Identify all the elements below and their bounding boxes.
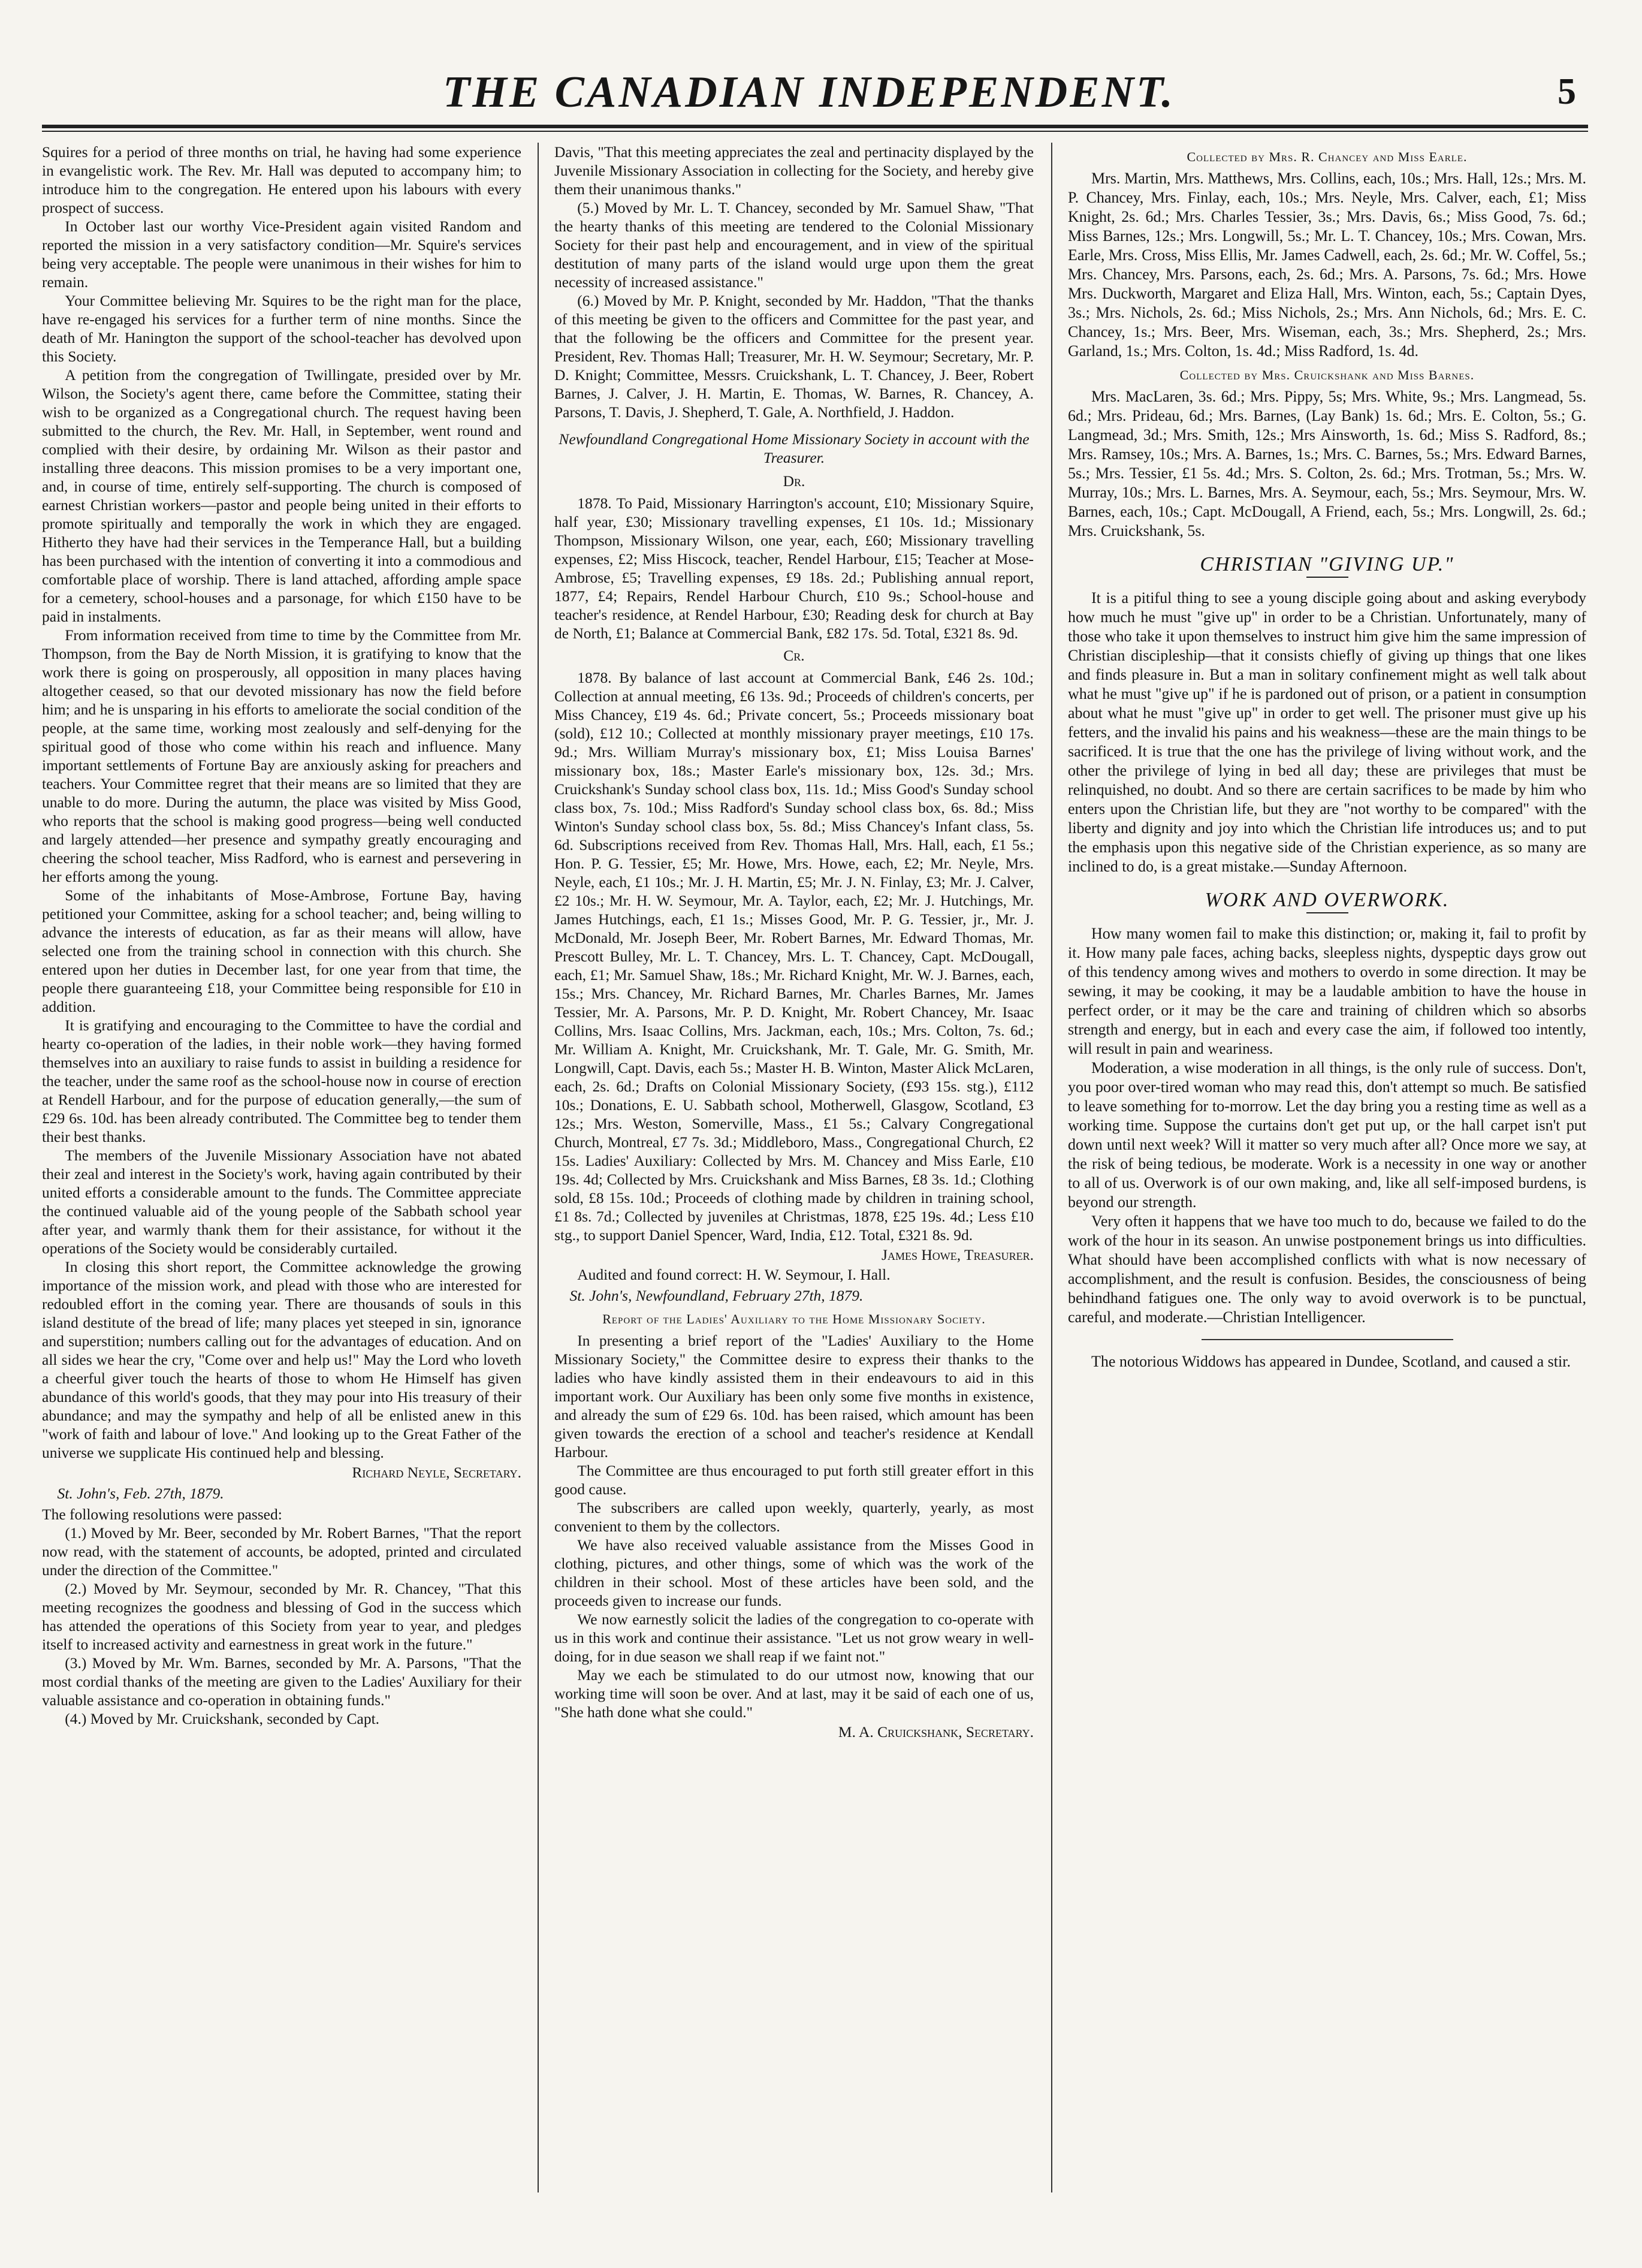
resolution: (5.) Moved by Mr. L. T. Chancey, seconded by Mr. Samuel Shaw, "That the hearty thanks of this meeting are tendered to the Colonial Missionary Society for their past help and encouragement, and in view of the spiritual destitution of many parts of the island would urge upon them the great necessity of increased assistance." [554,199,1034,291]
debit-entries: 1878. To Paid, Missionary Harrington's account, £10; Missionary Squire, half year, £30; Missionary travelling expenses, £1 10s. 1d.; Missionary Thompson, Missionary Wilson, one year, each, £60; Missionary travelling expenses, £2; Miss Hiscock, teacher, Rendel Harbour, £15; Teacher at Mose-Ambrose, £5; Travelling expenses, £9 18s. 2d.; Publishing annual report, 1877, £4; Repairs, Rendel Harbour Church, £10 9s.; School-house and teacher's residence, at Rendel Harbour, £30; Reading desk for church at Bay de North, £1; Balance at Commercial Bank, £82 17s. 5d. Total, £321 8s. 9d. [554,494,1034,642]
masthead-rule [42,125,1588,132]
resolution: (4.) Moved by Mr. Cruickshank, seconded by Capt. [65,1710,380,1727]
collection-heading: Collected by Mrs. Cruickshank and Miss Barnes. [1179,367,1475,382]
masthead [42,67,1576,127]
collection-list: Mrs. Martin, Mrs. Matthews, Mrs. Collins, each, 10s.; Mrs. Hall, 12s.; Mrs. M. P. Chancey, Mrs. Finlay, each, 10s.; Mrs. Neyle, Mrs. Calver, each, £1; Miss Knight, 2s. 6d.; Mrs. Charles Tessier, 3s.; Mrs. Davis, 6s.; Miss Good, 7s. 6d.; Miss Barnes, 12s.; Mrs. Longwill, 5s.; Mr. L. T. Chancey, 10s.; Mrs. Cowan, Mrs. Earle, Mrs. Cross, Miss Ellis, Mr. James Cadwell, each, 2s. 6d.; Mr. W. Coffel, 5s.; Mrs. Chancey, Mrs. Parsons, each, 2s. 6d.; Mrs. A. Parsons, 7s. 6d.; Mrs. Howe Mrs. Duckworth, Margaret and Eliza Hall, Mrs. Winton, each, 5s.; Captain Dyes, 3s.; Mrs. Nichols, 2s. 6d.; Miss Nichols, 2s.; Mrs. Ann Nichols, 6d.; Mrs. E. C. Chancey, 1s.; Mrs. Beer, Mrs. Wiseman, each, 3s.; Mrs. Shepherd, 2s.; Mrs. Garland, 1s.; Mrs. Colton, 1s. 4d.; Miss Radford, 1s. 4d. [1068,170,1586,360]
ladies-auxiliary-heading: Report of the Ladies' Auxiliary to the Home Missionary Society. [602,1311,986,1326]
column-divider [538,143,539,2192]
resolution: (3.) Moved by Mr. Wm. Barnes, seconded by Mr. A. Parsons, "That the most cordial thanks of the meeting are given to the Ladies' Auxiliary for their valuable assistance and co-operation in obtaining funds." [42,1654,521,1709]
report-signature: Richard Neyle, Secretary. [352,1464,521,1481]
title-rule [1306,912,1348,913]
ladies-signature: M. A. Cruickshank, Secretary. [838,1723,1034,1741]
column-3 [1068,143,1586,2240]
news-item: The notorious Widdows has appeared in Dundee, Scotland, and caused a stir. [1091,1353,1571,1370]
audit-dateline: St. John's, Newfoundland, February 27th, 1879. [569,1287,864,1304]
resolution: (1.) Moved by Mr. Beer, seconded by Mr. Robert Barnes, "That the report now read, with the statement of accounts, be adopted, printed and circulated under the direction of the Committee." [42,1524,521,1579]
masthead-title: THE CANADIAN INDEPENDENT. [443,68,1175,117]
resolution: (2.) Moved by Mr. Seymour, seconded by Mr. R. Chancey, "That this meeting recognizes the goodness and blessing of God in the success which has attended the operations of this Society from year to year, and pledges itself to increased activity and earnestness in great work in the future." [42,1580,521,1653]
paragraph: Squires for a period of three months on trial, he having had some experience in evangelistic work. The Rev. Mr. Hall was deputed to accompany him; to introduce him to the congregation. He entered upon his labours with every prospect of success. [42,143,521,216]
account-title: Newfoundland Congregational Home Missionary Society in account with the Treasurer. [559,430,1030,466]
paragraph: From information received from time to time by the Committee from Mr. Thompson, from the Bay de North Mission, it is gratifying to know that the work there is going on prosperously, all opposition in many places having altogether ceased, so that our devoted missionary has now the field before him; and he is unsparing in his efforts to ameliorate the social condition of the people, at the same time, working most zealously and self-denying for the spiritual good of those who come within his reach and influence. Many important settlements of Fortune Bay are anxiously asking for preachers and teachers. Your Committee regret that their means are so limited that they are unable to do more. During the autumn, the place was visited by Miss Good, who reports that the school is making good progress—being well conducted and largely attended—her presence and sympathy greatly encouraging and cheering the school teacher, Miss Radford, who is earnest and persevering in her efforts among the young. [42,626,521,885]
paragraph: We now earnestly solicit the ladies of the congregation to co-operate with us in this work and continue their assistance. "Let us not grow weary in well-doing, for in due season we shall reap if we faint not." [554,1610,1034,1665]
essay-title: CHRISTIAN "GIVING UP." [1200,553,1454,575]
section-rule [1202,1339,1453,1340]
paragraph: In presenting a brief report of the "Ladies' Auxiliary to the Home Missionary Society," the Committee desire to express their thanks to the ladies who have kindly assisted them in their endeavours to aid in this important work. Our Auxiliary has been only some five months in existence, and already the sum of £29 6s. 10d. has been raised, which amount has been given towards the erection of a school and teacher's residence at Kendall Harbour. [554,1332,1034,1461]
essay-text: How many women fail to make this distinction; or, making it, fail to profit by it. How many pale faces, aching backs, sleepless nights, dyspeptic days grow out of this tendency among wives and mothers to overdo in some direction. It may be sewing, it may be cooking, it may be a laudable ambition to have the house in perfect order, or it may be the care and training of children which so absorbs strength and energy, but in each and every case the aim, if followed too intently, will result in pain and weariness. [1068,925,1586,1057]
essay-text: Moderation, a wise moderation in all things, is the only rule of success. Don't, you poor over-tired woman who may read this, don't attempt so much. Be satisfied to leave something for to-morrow. Let the day bring you a resting time as well as a working time. Suppose the curtains don't get put up, or the hall carpet isn't put down until next week? Will it matter so very much after all? Once more we say, at the risk of being tedious, be moderate. Work is a necessity in one way or another to all of us. Overwork is of our own making, and, like all self-imposed burdens, is beyond our strength. [1068,1059,1586,1211]
collection-heading: Collected by Mrs. R. Chancey and Miss Earle. [1187,149,1468,164]
essay-text: It is a pitiful thing to see a young disciple going about and asking everybody how much he must "give up" in order to be a Christian. Unfortunately, many of those who take it upon themselves to instruct him give him the same impression of Christian discipleship—that it consists chiefly of giving up things that one likes and finds pleasure in. But a man in solitary confinement might as well talk about what he must "give up" if he is pardoned out of prison, or a patient in consumption about what he must "give up" in order to get well. The prisoner must give up his fetters, and the invalid his pains and his weakness—these are the main things to be sacrificed. It is true that the one has the privilege of living without work, and the other the privilege of lying in bed all day; these are privileges that must be relinquished, no doubt. And so there are certain sacrifices to be made by him who enters upon the Christian life, but they are "not worthy to be compared" with the liberty and dignity and joy into which the Christian life introduces us; and to put the emphasis upon this negative side of the Christian experience, as so many are inclined to do, is a great mistake.—Sunday Afternoon. [1068,589,1586,875]
paragraph: The members of the Juvenile Missionary Association have not abated their zeal and interest in the Society's work, having again contributed by their united efforts a considerable amount to the funds. The Committee appreciate the continued valuable aid of the young people of the Sabbath school year after year, and warmly thank them for their assistance, for without it the operations of the Society would be considerably curtailed. [42,1147,521,1257]
column-2 [554,143,1034,2240]
paragraph: Your Committee believing Mr. Squires to be the right man for the place, have re-engaged his services for a further term of nine months. Since the death of Mr. Hanington the support of the school-teacher has devolved upon this Society. [42,292,521,365]
column-1 [42,143,521,2240]
title-rule [1306,577,1348,578]
paragraph: We have also received valuable assistance from the Misses Good in clothing, pictures, and other things, some of which was the work of the children in their school. Most of these articles have been sold, and the proceeds given to increase our funds. [554,1536,1034,1609]
paragraph: In October last our worthy Vice-President again visited Random and reported the mission in a very satisfactory condition—Mr. Squire's services being very acceptable. The people were unanimous in their wishes for him to remain. [42,218,521,291]
resolutions-intro: The following resolutions were passed: [42,1506,282,1523]
credit-label: Cr. [783,647,805,664]
page-number: 5 [1558,71,1576,112]
resolution: Davis, "That this meeting appreciates the zeal and pertinacity displayed by the Juvenile Missionary Association in collecting for the Society, and hereby give them their unanimous thanks." [554,143,1034,198]
paragraph: A petition from the congregation of Twillingate, presided over by Mr. Wilson, the Society's agent there, came before the Committee, stating their wish to be organized as a Congregational church. The request having been submitted to the church, the Rev. Mr. Hall, in September, went round and complied with their desire, by ordaining Mr. Wilson as their pastor and installing three deacons. This mission promises to be a very important one, and, in course of time, entirely self-supporting. The church is composed of earnest Christian workers—pastor and people being united in their efforts to promote spiritually and temporally the work in which they are engaged. Hitherto they have had their services in the Temperance Hall, but a building has been purchased with the intention of converting it into a commodious and comfortable place of worship. There is land attached, affording ample space for a cemetery, school-houses and a parsonage, for which £150 have to be paid in instalments. [42,366,521,625]
column-divider [1051,143,1052,2192]
treasurer-signature: James Howe, Treasurer. [882,1246,1034,1263]
essay-title: WORK AND OVERWORK. [1205,889,1450,911]
paragraph: The subscribers are called upon weekly, quarterly, yearly, as most convenient to them by the collectors. [554,1499,1034,1535]
paragraph: The Committee are thus encouraged to put forth still greater effort in this good cause. [554,1462,1034,1498]
collection-list: Mrs. MacLaren, 3s. 6d.; Mrs. Pippy, 5s; Mrs. White, 9s.; Mrs. Langmead, 5s. 6d.; Mrs. Prideau, 6d.; Mrs. Barnes, (Lay Bank) 1s. 6d.; Mrs. E. Colton, 5s.; G. Langmead, 3d.; Mrs. Smith, 12s.; Mrs Ainsworth, 1s. 6d.; Miss S. Radford, 8s.; Mrs. Ramsey, 10s.; Mrs. A. Barnes, 1s.; Mrs. C. Barnes, 5s.; Mrs. Edward Barnes, 5s.; Mrs. Tessier, £1 5s. 4d.; Mrs. S. Colton, 2s. 6d.; Mrs. Trotman, 5s.; Mrs. W. Murray, 10s.; Mrs. L. Barnes, Mrs. A. Seymour, each, 5s.; Mrs. Seymour, Mrs. W. Barnes, each, 10s.; Capt. McDougall, A Friend, each, 5s.; Mrs. Longwill, 2s. 6d.; Mrs. Cruickshank, 5s. [1068,388,1586,539]
essay-text: Very often it happens that we have too much to do, because we failed to do the work of the hour in its season. An unwise postponement brings us into difficulties. What should have been accomplished conflicts with what is now necessary of accomplishment, and the result is confusion. Besides, the consciousness of being behindhand fatigues one. The only way to avoid overwork is to be punctual, careful, and moderate.—Christian Intelligencer. [1068,1213,1586,1326]
paragraph: Some of the inhabitants of Mose-Ambrose, Fortune Bay, having petitioned your Committee, asking for a school teacher; and, being willing to advance the interests of education, as far as their means will allow, have selected one from the training school in connection with this church. She entered upon her duties in December last, for one year from that time, the people there guaranteeing £18, your Committee being responsible for £10 in addition. [42,886,521,1015]
credit-entries: 1878. By balance of last account at Commercial Bank, £46 2s. 10d.; Collection at annual meeting, £6 13s. 9d.; Proceeds of children's concerts, per Miss Chancey, £19 4s. 6d.; Private concert, 5s.; Proceeds missionary boat (sold), £12 10.; Collected at monthly missionary prayer meetings, £10 17s. 9d.; Mrs. William Murray's missionary box, £1; Miss Louisa Barnes' missionary box, 18s.; Master Earle's missionary box, 12s. 3d.; Mrs. Cruickshank's Sunday school class box, 11s. 1d.; Miss Good's Sunday school class box, 7s. 10d.; Miss Radford's Sunday school class box, 6s. 8d.; Miss Winton's Sunday school class box, 5s. 8d.; Miss Chancey's Infant class, 5s. 6d. Subscriptions received from Rev. Thomas Hall, Mrs. Hall, each, £1 5s.; Hon. P. G. Tessier, £5; Mr. Howe, Mrs. Howe, each, £2; Mr. Neyle, Mrs. Neyle, each, £1 10s.; Mr. J. H. Martin, £5; Mr. J. N. Finlay, £3; Mr. J. Calver, £2 10s.; Mr. H. W. Seymour, Mr. A. Taylor, each, £2; Mr. J. Hutchings, Mr. James Hutchings, each, £1 1s.; Misses Good, Mr. P. G. Tessier, jr., Mr. J. McDonald, Mr. Joseph Beer, Mr. Robert Barnes, Mr. Edward Thomas, Mr. Prescott Bulley, Mr. L. T. Chancey, Mrs. L. T. Chancey, Capt. McDougall, each, £1; Mr. Samuel Shaw, 18s.; Mr. Richard Knight, Mr. W. J. Barnes, each, 15s.; Mrs. Chancey, Mr. Richard Barnes, Mr. Charles Barnes, Mr. James Tessier, Mr. A. Parsons, Mr. P. D. Knight, Mr. Robert Chancey, Mr. Isaac Collins, Mrs. Isaac Collins, Mrs. Jackman, each, 10s.; Mrs. Colton, 7s. 6d.; Mr. William A. Knight, Mr. Cruickshank, Mr. T. Gale, Mr. G. Smith, Mr. Longwill, Capt. Davis, each 5s.; Master H. B. Winton, Master Alick McLaren, each, 2s. 6d.; Drafts on Colonial Missionary Society, (£93 15s. stg.), £112 10s.; Donations, E. U. Sabbath school, Motherwell, Glasgow, Scotland, £3 12s.; Mrs. Weston, Somerville, Mass., £1 5s.; Calvary Congregational Church, Montreal, £7 7s. 3d.; Middleboro, Mass., Congregational Church, £2 15s. Ladies' Auxiliary: Collected by Mrs. M. Chancey and Miss Earle, £10 19s. 4d; Collected by Mrs. Cruickshank and Miss Barnes, £8 3s. 1d.; Clothing sold, £8 15s. 10d.; Proceeds of clothing made by children in training school, £1 8s. 7d.; Collected by juveniles at Christmas, 1878, £25 19s. 4d.; Less £10 stg., to support Daniel Spencer, Ward, India, £12. Total, £321 8s. 9d. [554,669,1034,1244]
paragraph: In closing this short report, the Committee acknowledge the growing importance of the mission work, and plead with those who are interested for redoubled effort in the coming year. There are thousands of souls in this island destitute of the bread of life; many places yet steeped in sin, ignorance and superstition; numbers calling out for the advantages of education. And on all sides we hear the cry, "Come over and help us!" May the Lord who loveth a cheerful giver touch the hearts of those to whom He Himself has given abundance of this world's goods, that they may pour into His treasury of their abundance; and may the sympathy and help of all be enlisted anew in this "work of faith and labour of love." And looking up to the Great Father of the universe we supplicate His continued help and blessing. [42,1258,521,1461]
debit-label: Dr. [783,472,805,490]
resolution: (6.) Moved by Mr. P. Knight, seconded by Mr. Haddon, "That the thanks of this meeting be given to the officers and Committee for the past year, and that the following be the officers and Committee for the present year. President, Rev. Thomas Hall; Treasurer, Mr. H. W. Seymour; Secretary, Mr. P. D. Knight; Committee, Messrs. Cruickshank, L. T. Chancey, J. Beer, Robert Barnes, J. Calver, J. H. Martin, E. Thomas, W. Barnes, R. Chancey, A. Parsons, T. Davis, J. Shepherd, T. Gale, A. Northfield, J. Haddon. [554,292,1034,421]
audit-line: Audited and found correct: H. W. Seymour, I. Hall. [577,1266,891,1283]
paragraph: May we each be stimulated to do our utmost now, knowing that our working time will soon be over. And at last, may it be said of each one of us, "She hath done what she could." [554,1666,1034,1721]
paragraph: It is gratifying and encouraging to the Committee to have the cordial and hearty co-operation of the ladies, in their noble work—they having formed themselves into an auxiliary to raise funds to assist in building a residence for the teacher, under the same roof as the school-house now in course of erection at Rendell Harbour, and for the purpose of education generally,—the sum of £29 6s. 10d. has been already contributed. The Committee beg to tender them their best thanks. [42,1017,521,1145]
report-dateline: St. John's, Feb. 27th, 1879. [57,1485,224,1502]
